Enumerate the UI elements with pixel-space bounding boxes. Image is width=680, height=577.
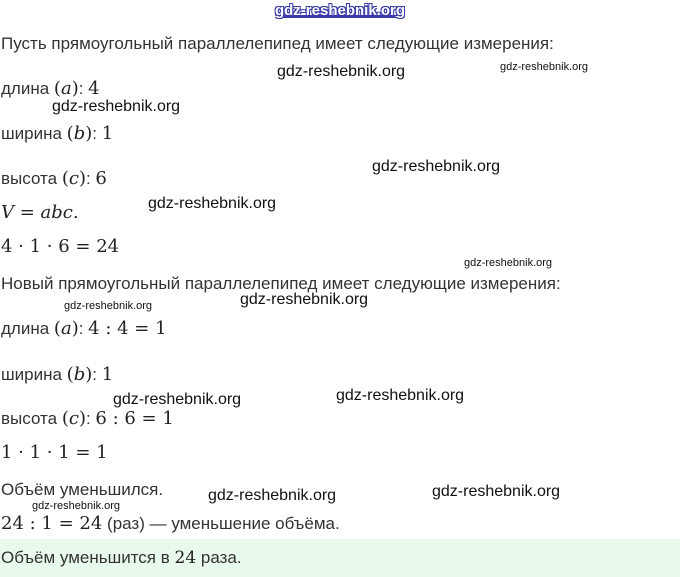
watermark: gdz-reshebnik.org [113, 391, 242, 408]
height-value: 6 : 6 = 1 [95, 408, 174, 429]
length-line-1: длина (a): 4 [1, 78, 100, 99]
length-value: 4 : 4 = 1 [88, 318, 167, 339]
answer-value: 24 [174, 548, 197, 568]
watermark: gdz-reshebnik.org [64, 300, 153, 312]
watermark: gdz-reshebnik.org [240, 291, 369, 308]
height-label: высота [1, 409, 58, 428]
watermark: gdz-reshebnik.org [336, 387, 465, 404]
width-label: ширина [1, 124, 62, 143]
var-c: (c) [61, 168, 86, 189]
watermark: gdz-reshebnik.org [372, 158, 501, 175]
width-value: 1 [101, 364, 114, 385]
volume-calc-2: 1 · 1 · 1 = 1 [1, 442, 108, 463]
answer-box [0, 539, 680, 577]
watermark: gdz-reshebnik.org [52, 98, 181, 115]
watermark: gdz-reshebnik.org [32, 500, 121, 512]
var-b: (b) [66, 364, 93, 385]
watermark: gdz-reshebnik.org [432, 483, 561, 500]
length-label: длина [1, 319, 50, 338]
intro-text: Пусть прямоугольный параллелепипед имеет следующие измерения: [1, 34, 554, 53]
ratio-text: (раз) — уменьшение объёма. [107, 514, 340, 533]
width-value: 1 [101, 123, 114, 144]
var-a: (a) [53, 318, 79, 339]
watermark: gdz-reshebnik.org [208, 487, 337, 504]
decrease-text: Объём уменьшился. [1, 480, 164, 499]
watermark: gdz-reshebnik.org [500, 61, 589, 73]
height-line-1: высота (c): 6 [1, 168, 107, 189]
var-c: (c) [61, 408, 86, 429]
ratio-math: 24 : 1 = 24 [1, 513, 103, 534]
height-value: 6 [95, 168, 107, 189]
width-line-2: ширина (b): 1 [1, 364, 114, 385]
var-a: (a) [53, 78, 79, 99]
watermark: gdz-reshebnik.org [148, 195, 277, 212]
volume-calc-1: 4 · 1 · 6 = 24 [1, 236, 120, 257]
var-b: (b) [66, 123, 93, 144]
ratio-line [1, 513, 340, 534]
site-header-watermark[interactable]: gdz-reshebnik.org [274, 2, 405, 19]
width-label: ширина [1, 365, 62, 384]
width-line-1: ширина (b): 1 [1, 123, 114, 144]
length-line-2: длина (a): 4 : 4 = 1 [1, 318, 167, 339]
watermark: gdz-reshebnik.org [464, 257, 553, 269]
answer-text: Объём уменьшится в 24 раза. [1, 548, 242, 568]
volume-formula: V = abc. [1, 202, 79, 223]
length-label: длина [1, 79, 50, 98]
height-line-2: высота (c): 6 : 6 = 1 [1, 408, 174, 429]
watermark: gdz-reshebnik.org [277, 63, 406, 80]
height-label: высота [1, 169, 58, 188]
length-value: 4 [88, 78, 100, 99]
new-intro-text: Новый прямоугольный параллелепипед имеет следующие измерения: [1, 274, 561, 293]
